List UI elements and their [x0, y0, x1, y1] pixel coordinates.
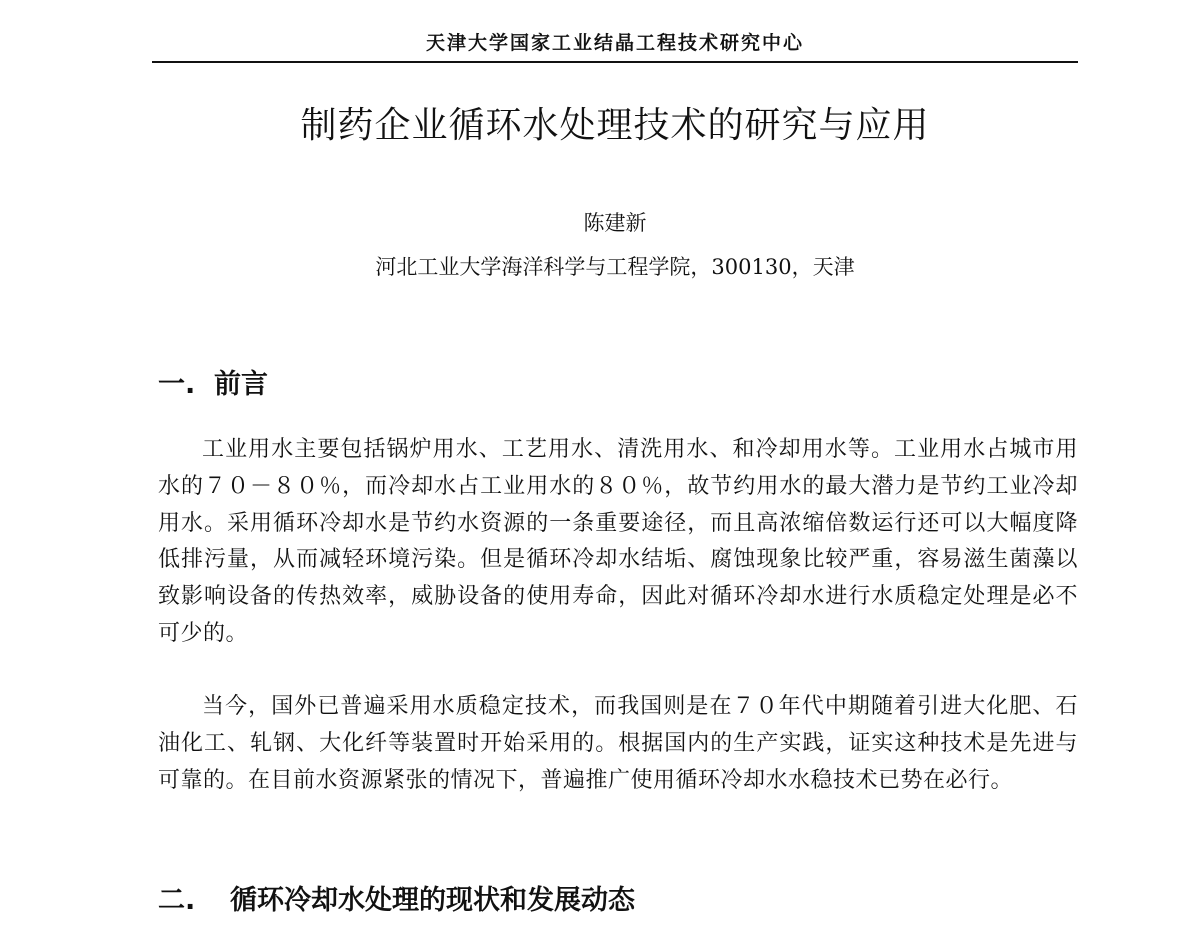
section-heading-status: [158, 882, 635, 920]
header-divider: [152, 61, 1078, 63]
section-number: 二.: [158, 885, 196, 916]
author-affiliation: 河北工业大学海洋科学与工程学院，300130，天津: [375, 255, 855, 279]
author-name: 陈建新: [583, 211, 647, 235]
paragraph-text: 工业用水主要包括锅炉用水、工艺用水、清洗用水、和冷却用水等。工业用水占城市用水的７０－８０％，而冷却水占工业用水的８０％，故节约用水的最大潜力是节约工业冷却用水。采用循环冷却水是节约水资源的一条重要途径，而且高浓缩倍数运行还可以大幅度降低排污量，从而减轻环境污染。但是循环冷却水结垢、腐蚀现象比较严重，容易滋生菌藻以致影响设备的传热效率，威胁设备的使用寿命，因此对循环冷却水进行水质稳定处理是必不可少的。: [158, 437, 1078, 646]
running-header: 天津大学国家工业结晶工程技术研究中心: [425, 32, 804, 54]
paper-title: 制药企业循环水处理技术的研究与应用: [300, 105, 930, 146]
section-number: 一.: [158, 369, 196, 400]
body-paragraph-2: [158, 689, 1078, 799]
section-title: 循环冷却水处理的现状和发展动态: [230, 885, 635, 916]
paragraph-text: 当今，国外已普遍采用水质稳定技术，而我国则是在７０年代中期随着引进大化肥、石油化工、轧钢、大化纤等装置时开始采用的。根据国内的生产实践，证实这种技术是先进与可靠的。在目前水资源紧张的情况下，普遍推广使用循环冷却水水稳技术已势在必行。: [158, 694, 1078, 793]
section-title: 前言: [214, 369, 268, 400]
body-paragraph-1: [158, 432, 1078, 653]
section-heading-introduction: [158, 366, 268, 404]
